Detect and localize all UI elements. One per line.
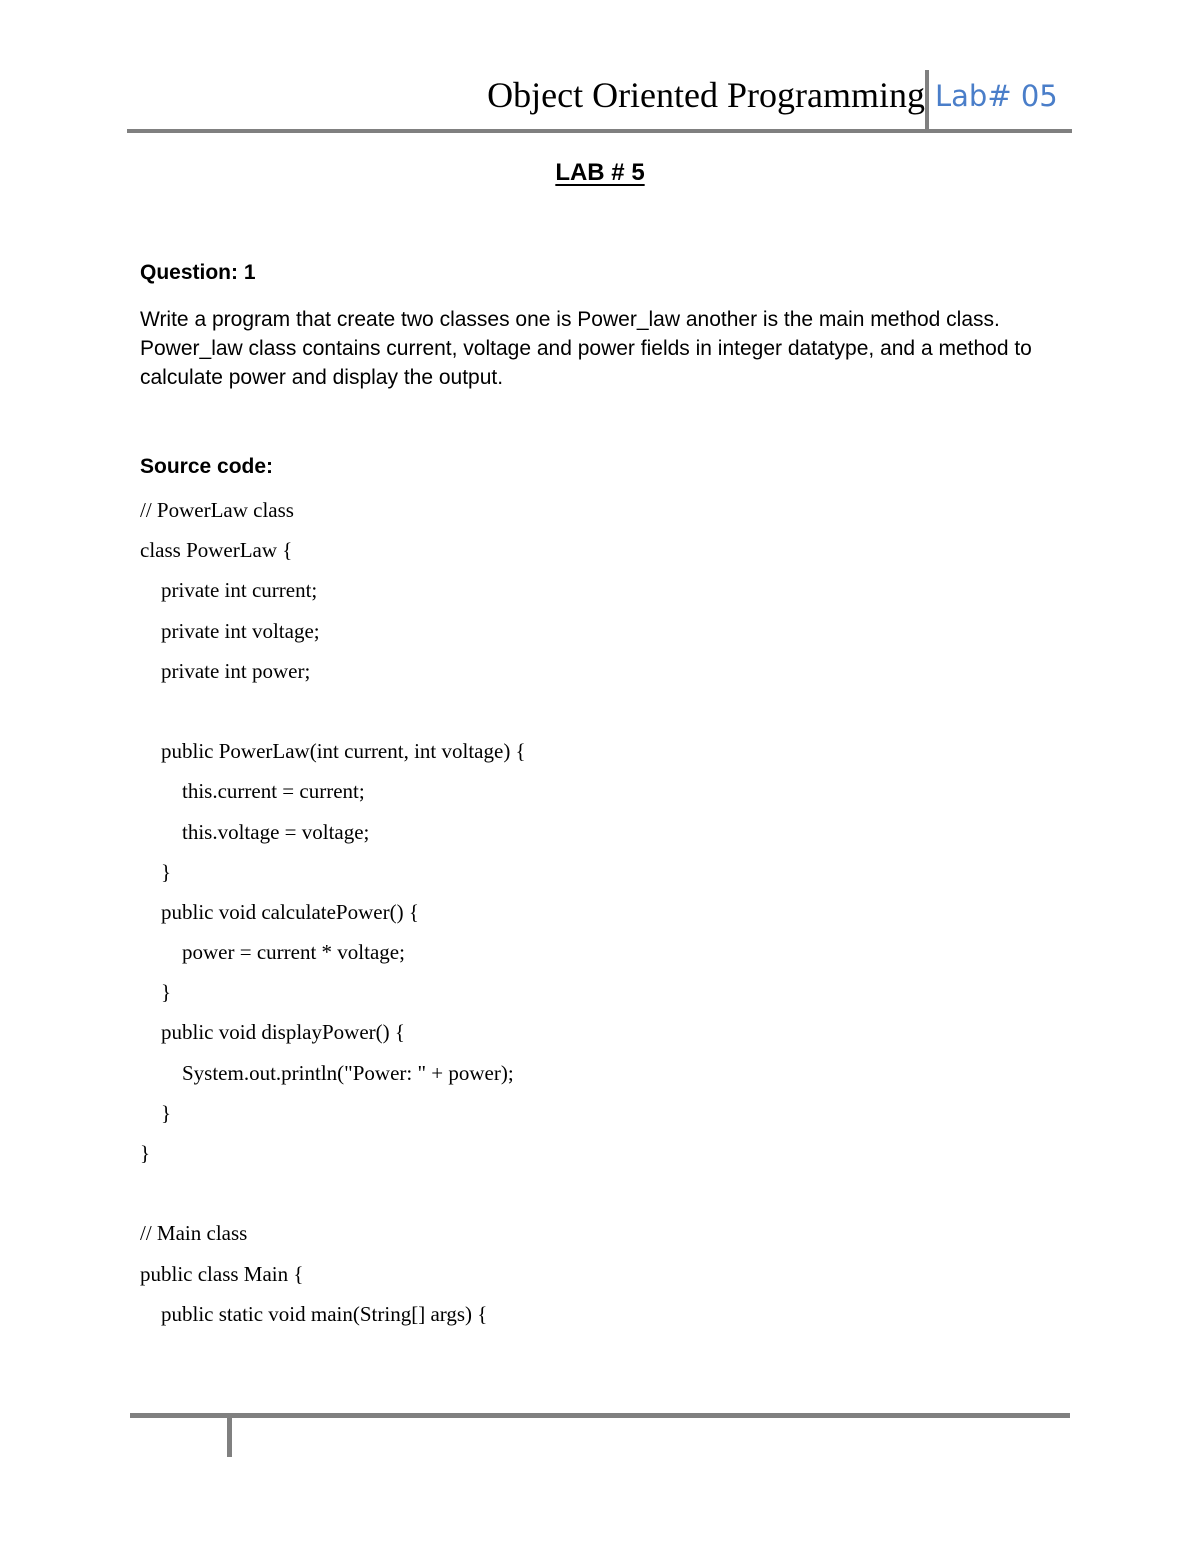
- footer-horizontal-rule: [130, 1413, 1070, 1418]
- code-line: public static void main(String[] args) {: [140, 1301, 488, 1326]
- code-line: }: [140, 980, 172, 1005]
- source-code-label: Source code:: [140, 455, 274, 478]
- code-line: public class Main {: [140, 1261, 304, 1286]
- code-line: private int current;: [140, 578, 318, 603]
- code-line: }: [140, 1141, 151, 1165]
- code-line: this.current = current;: [140, 779, 365, 804]
- header-horizontal-rule: [127, 129, 1072, 133]
- code-line: private int voltage;: [140, 618, 320, 643]
- code-line: // PowerLaw class: [140, 498, 294, 522]
- source-code-block: [140, 490, 526, 1334]
- code-line: }: [140, 859, 172, 884]
- code-line: public void calculatePower() {: [140, 899, 419, 924]
- code-line: }: [140, 1100, 172, 1125]
- header-course-title: Object Oriented Programming: [487, 75, 925, 115]
- code-line: [140, 691, 526, 731]
- code-line: System.out.println("Power: " + power);: [140, 1060, 514, 1085]
- header-vertical-divider: [925, 70, 929, 132]
- footer-vertical-tick: [227, 1413, 232, 1457]
- code-line: power = current * voltage;: [140, 940, 405, 965]
- question-label: Question: 1: [140, 261, 256, 284]
- question-text: Write a program that create two classes one is Power_law another is the main method class. Power_law class contains current, voltage and power fields in integer datatype, and a method to calculate power and display the output.: [140, 308, 1032, 389]
- header-lab-number: Lab# 05: [935, 79, 1058, 113]
- code-line: public PowerLaw(int current, int voltage) {: [140, 739, 526, 764]
- code-line: // Main class: [140, 1221, 248, 1246]
- code-line: [140, 1173, 526, 1213]
- code-line: this.voltage = voltage;: [140, 819, 370, 844]
- code-line: class PowerLaw {: [140, 538, 293, 563]
- code-line: public void displayPower() {: [140, 1020, 405, 1045]
- lab-title-text: LAB # 5: [555, 159, 645, 186]
- lab-title: [0, 158, 1200, 188]
- code-line: private int power;: [140, 658, 311, 683]
